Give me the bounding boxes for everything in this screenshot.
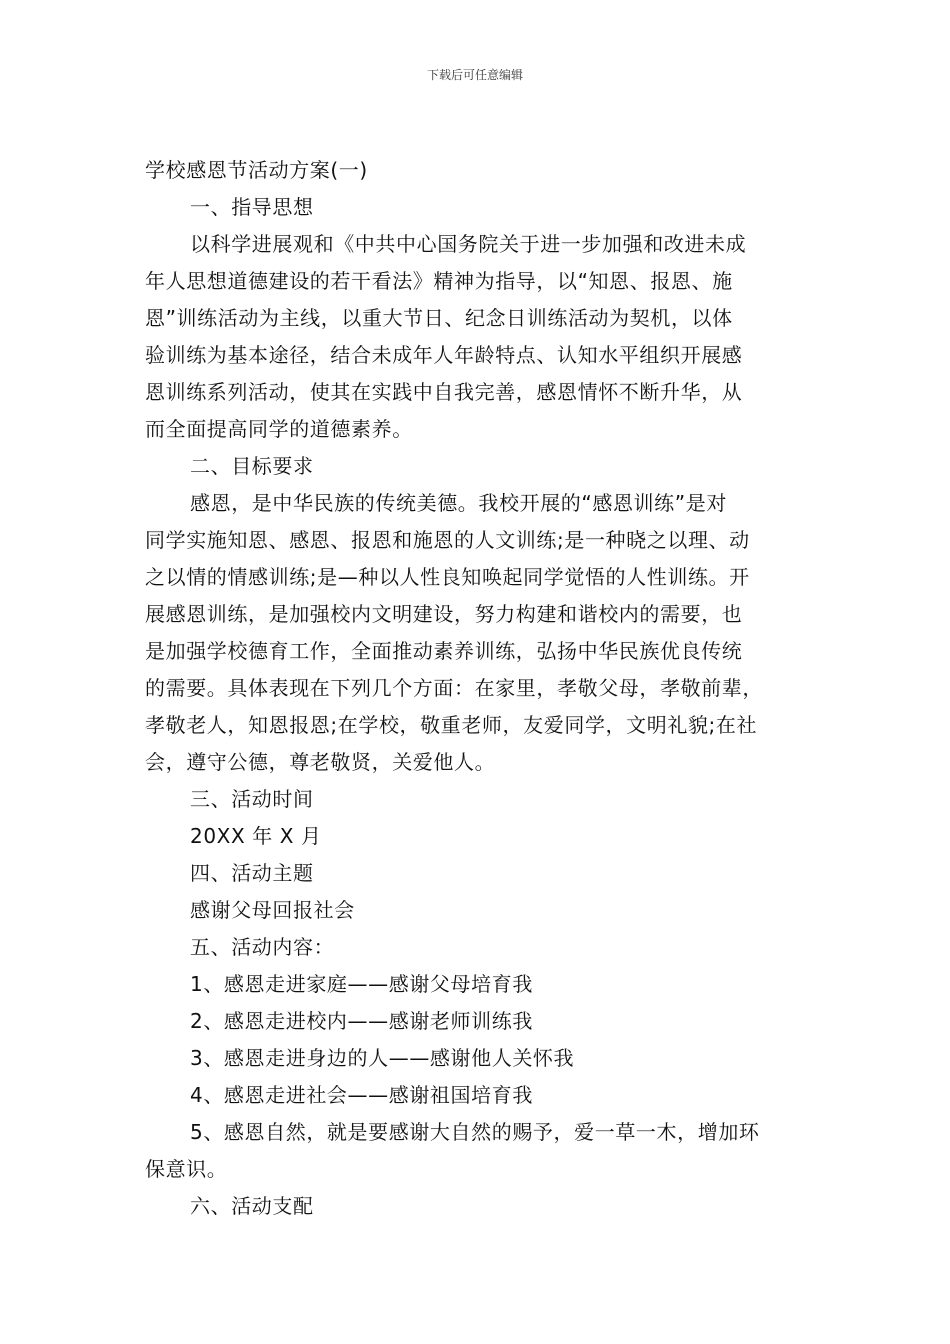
section-heading-activity-content: 五、活动内容： bbox=[190, 935, 335, 959]
section-heading-activity-theme: 四、活动主题 bbox=[190, 861, 314, 885]
paragraph-line: 是加强学校德育工作，全面推动素养训练，弘扬中华民族优良传统 bbox=[145, 639, 743, 663]
activity-theme-value: 感谢父母回报社会 bbox=[190, 898, 355, 922]
list-item: 5、感恩自然，就是要感谢大自然的赐予，爱一草一木，增加环 bbox=[190, 1120, 760, 1144]
paragraph-line: 之以情的情感训练;是—种以人性良知唤起同学觉悟的人性训练。开 bbox=[145, 565, 750, 589]
list-item: 4、感恩走进社会——感谢祖国培育我 bbox=[190, 1083, 533, 1107]
paragraph-line: 恩”训练活动为主线，以重大节日、纪念日训练活动为契机，以体 bbox=[145, 306, 733, 330]
section-heading-activity-time: 三、活动时间 bbox=[190, 787, 314, 811]
paragraph-line: 会，遵守公德，尊老敬贤，关爱他人。 bbox=[145, 750, 496, 774]
document-title: 学校感恩节活动方案(一) bbox=[145, 158, 368, 182]
paragraph-line: 验训练为基本途径，结合未成年人年龄特点、认知水平组织开展感 bbox=[145, 343, 743, 367]
page-header-note: 下载后可任意编辑 bbox=[426, 68, 523, 82]
paragraph-line: 恩训练系列活动，使其在实践中自我完善，感恩情怀不断升华，从 bbox=[145, 380, 743, 404]
paragraph-line: 以科学进展观和《中共中心国务院关于进一步加强和改进未成 bbox=[190, 232, 747, 256]
paragraph-line: 的需要。具体表现在下列几个方面：在家里，孝敬父母，孝敬前辈， bbox=[145, 676, 763, 700]
document-body bbox=[145, 152, 810, 1225]
section-heading-goals: 二、目标要求 bbox=[190, 454, 314, 478]
section-heading-activity-arrangement: 六、活动支配 bbox=[190, 1194, 314, 1218]
list-item-continuation: 保意识。 bbox=[145, 1157, 228, 1181]
paragraph-line: 年人思想道德建设的若干看法》精神为指导，以“知恩、报恩、施 bbox=[145, 269, 733, 293]
list-item: 3、感恩走进身边的人——感谢他人关怀我 bbox=[190, 1046, 575, 1070]
paragraph-line: 孝敬老人，知恩报恩;在学校，敬重老师，友爱同学，文明礼貌;在社 bbox=[145, 713, 758, 737]
paragraph-line: 同学实施知恩、感恩、报恩和施恩的人文训练;是一种晓之以理、动 bbox=[145, 528, 750, 552]
activity-time-value: 20XX 年 X 月 bbox=[190, 824, 322, 848]
list-item: 1、感恩走进家庭——感谢父母培育我 bbox=[190, 972, 533, 996]
paragraph-line: 感恩，是中华民族的传统美德。我校开展的“感恩训练”是对 bbox=[190, 491, 727, 515]
section-heading-guiding-ideology: 一、指导思想 bbox=[190, 195, 314, 219]
paragraph-line: 展感恩训练，是加强校内文明建设，努力构建和谐校内的需要，也 bbox=[145, 602, 743, 626]
paragraph-line: 而全面提高同学的道德素养。 bbox=[145, 417, 413, 441]
list-item: 2、感恩走进校内——感谢老师训练我 bbox=[190, 1009, 533, 1033]
